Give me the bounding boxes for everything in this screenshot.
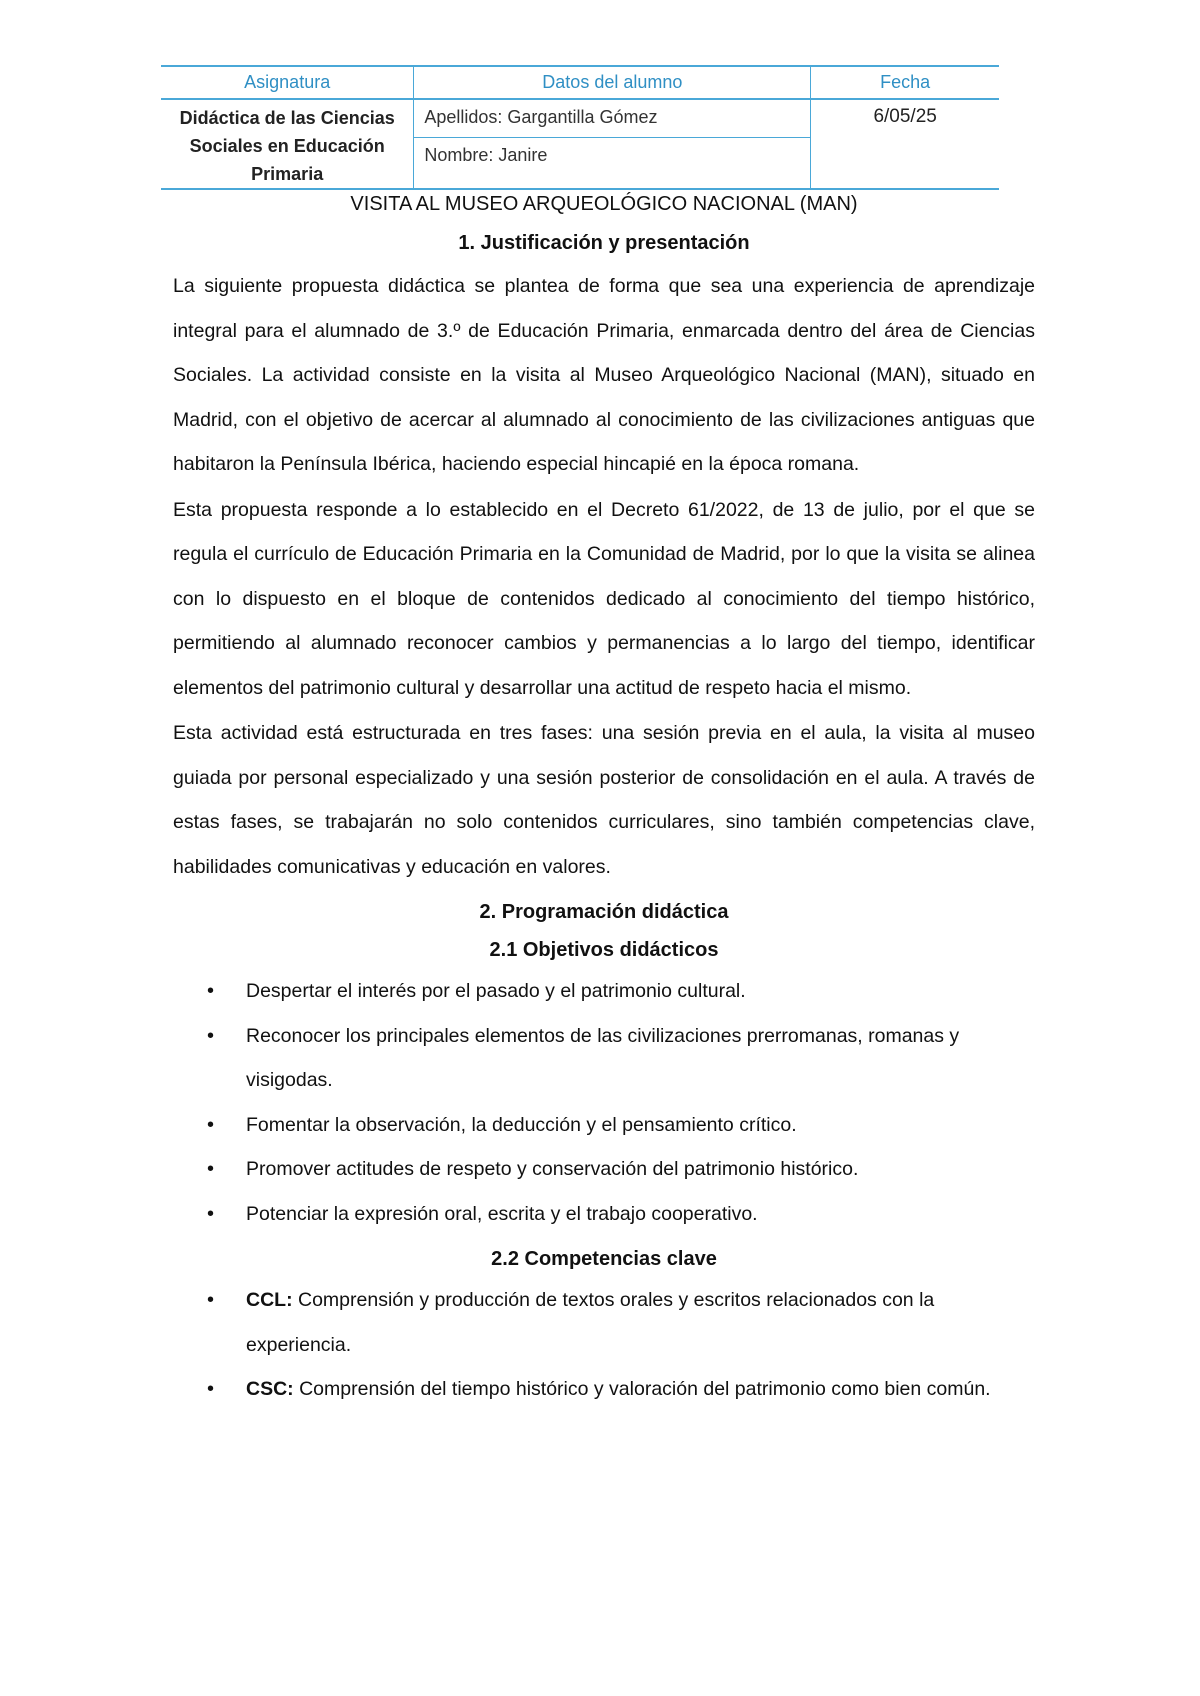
list-item: • Promover actitudes de respeto y conservación del patrimonio histórico. <box>173 1147 1035 1192</box>
list-item: • Potenciar la expresión oral, escrita y el trabajo cooperativo. <box>173 1192 1035 1237</box>
competences-heading: 2.2 Competencias clave <box>491 1248 717 1270</box>
data-row-1 <box>161 99 999 138</box>
subject-cell: Didáctica de las Ciencias Sociales en Educación Primaria <box>161 99 414 189</box>
header-row <box>161 66 999 99</box>
name-cell: Nombre: Janire <box>414 138 811 190</box>
objectives-heading: 2.1 Objetivos didácticos <box>489 939 719 961</box>
paragraph-1: La siguiente propuesta didáctica se plantea de forma que sea una experiencia de aprendizaje integral para el alumnado de 3.º de Educación Primaria, enmarcada dentro del área de Ciencias Sociales. La actividad consiste en la visita al Museo Arqueológico Nacional (MAN), situado en Madrid, con el objetivo de acercar al alumnado al conocimiento de las civilizaciones antiguas que habitaron la Península Ibérica, haciendo especial hincapié en la época romana. <box>173 275 1035 475</box>
list-item: • Fomentar la observación, la deducción y el pensamiento crítico. <box>173 1103 1035 1148</box>
list-item: • Reconocer los principales elementos de las civilizaciones prerromanas, romanas y visigodas. <box>173 1014 1035 1103</box>
document-body <box>173 188 1035 1412</box>
header-asignatura: Asignatura <box>161 66 414 99</box>
competence-text: Comprensión del tiempo histórico y valoración del patrimonio como bien común. <box>293 1378 991 1400</box>
competences-list <box>173 1278 1035 1412</box>
header-datos-alumno: Datos del alumno <box>414 66 811 99</box>
paragraph-2: Esta propuesta responde a lo establecido en el Decreto 61/2022, de 13 de julio, por el que se regula el currículo de Educación Primaria en la Comunidad de Madrid, por lo que la visita se alinea con lo dispuesto en el bloque de contenidos dedicado al conocimiento del tiempo histórico, permitiendo al alumnado reconocer cambios y permanencias a lo largo del tiempo, identificar elementos del patrimonio cultural y desarrollar una actitud de respeto hacia el mismo. <box>173 498 1035 699</box>
paragraph-3: Esta actividad está estructurada en tres fases: una sesión previa en el aula, la visita al museo guiada por personal especializado y una sesión posterior de consolidación en el aula. A través de estas fases, se trabajarán no solo contenidos curriculares, sino también competencias clave, habilidades comunicativas y educación en valores. <box>173 722 1035 878</box>
objectives-list <box>173 969 1035 1236</box>
list-item <box>173 1367 1035 1412</box>
section-2-heading: 2. Programación didáctica <box>479 901 729 923</box>
header-table <box>161 65 999 190</box>
section-1-heading: 1. Justificación y presentación <box>458 232 750 254</box>
competence-key: CSC: <box>246 1378 294 1400</box>
date-cell: 6/05/25 <box>811 99 999 189</box>
surname-cell: Apellidos: Gargantilla Gómez <box>414 99 811 138</box>
list-item: • Despertar el interés por el pasado y el patrimonio cultural. <box>173 969 1035 1014</box>
document-title: VISITA AL MUSEO ARQUEOLÓGICO NACIONAL (MAN) <box>350 193 858 215</box>
competence-key: CCL: <box>246 1289 293 1311</box>
list-item <box>173 1278 1035 1367</box>
competence-text: Comprensión y producción de textos orales y escritos relacionados con la experiencia. <box>246 1289 935 1356</box>
header-fecha: Fecha <box>811 66 999 99</box>
